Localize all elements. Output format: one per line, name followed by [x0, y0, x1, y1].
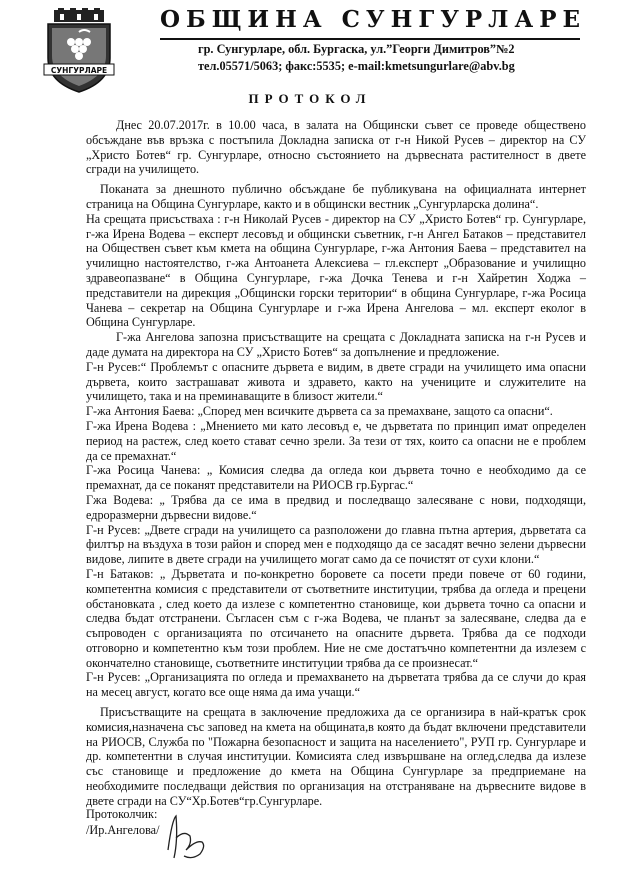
paragraph-attendees: На срещата присъстваха : г-н Николай Русев - директор на СУ „Христо Ботев“ гр. Сунгурларе, г-жа Ирена Водева – експерт лесовъд и общински съветник, г-н Ангел Батаков – представител на Обществен съвет към кмета на община Сунгурларе, г-жа Антония Баева – представител на училищно настоятелство, г-жа Антоанета Алексиева – гл.експерт „Образование и училищно здравеопазване“ в Община Сунгурларе, г-жа Дочка Тенева и г-н Хайретин Ходжа – представители на дирекция „Общински горски територии“ в община Сунгурларе, г-жа Росица Чанева – секретар на Община Сунгурларе и г-жа Ирена Ангелова – мл. експерт еколог в Община Сунгурларе. — [86, 211, 586, 330]
signature-name: /Ир.Ангелова/ — [86, 823, 160, 837]
paragraph-introduction: Г-жа Ангелова запозна присъстващите на срещата с Докладната записка на г-н Русев и даде думата на директора на СУ „Христо Ботев“ за допълнение и предложение. — [86, 330, 586, 359]
statement-chaneva: Г-жа Росица Чанева: „ Комисия следва да огледа кои дървета точно е необходимо да се премахнат, да се поканят представители на РИОСВ гр.Бургас.“ — [86, 463, 586, 493]
municipal-crest-icon — [40, 8, 118, 94]
handwritten-signature-icon — [162, 810, 212, 862]
statement-vodeva-1: Г-жа Ирена Водева : „Мнението ми като лесовъд е, че дърветата по принцип имат определен период на растеж, след което стават сечно зрели. За тези от тях, които са опасни не е проблем да се премахнат.“ — [86, 418, 586, 463]
paragraph-opening: Днес 20.07.2017г. в 10.00 часа, в залата на Общински съвет се проведе обществено обсъждане във връзка с постъпила Докладна записка от г-н Никой Русев – директор на СУ „Христо Ботев“ гр. Сунгурларе, относно състоянието на дървесната растителност в двете сгради на училището. — [86, 118, 586, 177]
organization-address: гр. Сунгурларе, обл. Бургаска, ул.”Георги Димитров”№2 — [198, 42, 515, 56]
document-title: ПРОТОКОЛ — [248, 91, 372, 106]
header-divider — [160, 38, 580, 40]
statement-rusev-1: Г-н Русев:“ Проблемът с опасните дървета е видим, в двете сгради на училището има опасни дървета, които застрашават живота и здравето, както на учениците и служителите на училището, така и на преминаващите в близост жители.“ — [86, 359, 586, 404]
paragraph-invitation: Поканата за днешното публично обсъждане бе публикувана на официалната интернет страница на Община Сунгурларе, както и в общински вестник „Сунгурларска долина“. — [86, 182, 586, 211]
paragraph-conclusion: Присъстващите на срещата в заключение предложиха да се организира в най-кратък срок комисия,назначена със заповед на кмета на общината,в която да бъдат включени представители на РИОСВ, Служба по "Пожарна безопасност и защита на населението", РУП гр. Сунгурларе и др. компетентни в случая институции. Комисията след извършване на оглед,следва да излезе със становище и предложение до кмета на Община Сунгурларе за предприемане на необходимите последващи действия по организация на отстраняване на дървесните видове в двете сгради на СУ“Хр.Ботев“гр.Сунгурларе. — [86, 705, 586, 808]
statement-baeva: Г-жа Антония Баева: „Според мен всичките дървета са за премахване, защото са опасни“. — [86, 404, 553, 419]
statement-rusev-3: Г-н Русев: „Организацията по огледа и премахването на дърветата трябва да се случи до края на месец август, когато все още няма да има учащи.“ — [86, 670, 586, 700]
statement-batakov: Г-н Батаков: „ Дърветата и по-конкретно боровете са посети преди повече от 60 години, компетентна комисия с представители от съответните институции, трябва да огледа и прецени обстановката , след което да излезе с компетентно становище, кои дървета точно са опасни и следва бъдат отстранени. Съгласен съм с г-жа Водева, че планът за залесяване, следва да е съпроводен с организацията по отсичането на опасните дървета. Трябва да се подходи отговорно и компетентно към този проблем. Ние не сме достатъчно компетентни да излезем с окончателно становище, съответните институции трябва да се произнесат.“ — [86, 566, 586, 670]
organization-contacts: тел.05571/5063; факс:5535; e-mail:kmetsungurlare@abv.bg — [198, 59, 515, 73]
statement-rusev-2: Г-н Русев: „Двете сгради на училището са разположени до главна пътна артерия, дърветата са филтър на въздуха в този район и според мен е подходящо да се засадят вечно зелени дървесни видове, липите в двете сгради на училището могат само да се почистят от сухи клони.“ — [86, 522, 586, 567]
organization-name: ОБЩИНА СУНГУРЛАРЕ — [160, 6, 587, 33]
statement-vodeva-2: Гжа Водева: „ Трябва да се има в предвид и последващо залесяване с нови, подходящи, едроразмерни дървесни видове.“ — [86, 492, 586, 522]
signature-block — [86, 806, 159, 838]
crest-label: СУНГУРЛАРЕ — [50, 66, 108, 75]
signature-label: Протоколчик: — [86, 807, 158, 821]
protocol-body — [86, 118, 586, 809]
